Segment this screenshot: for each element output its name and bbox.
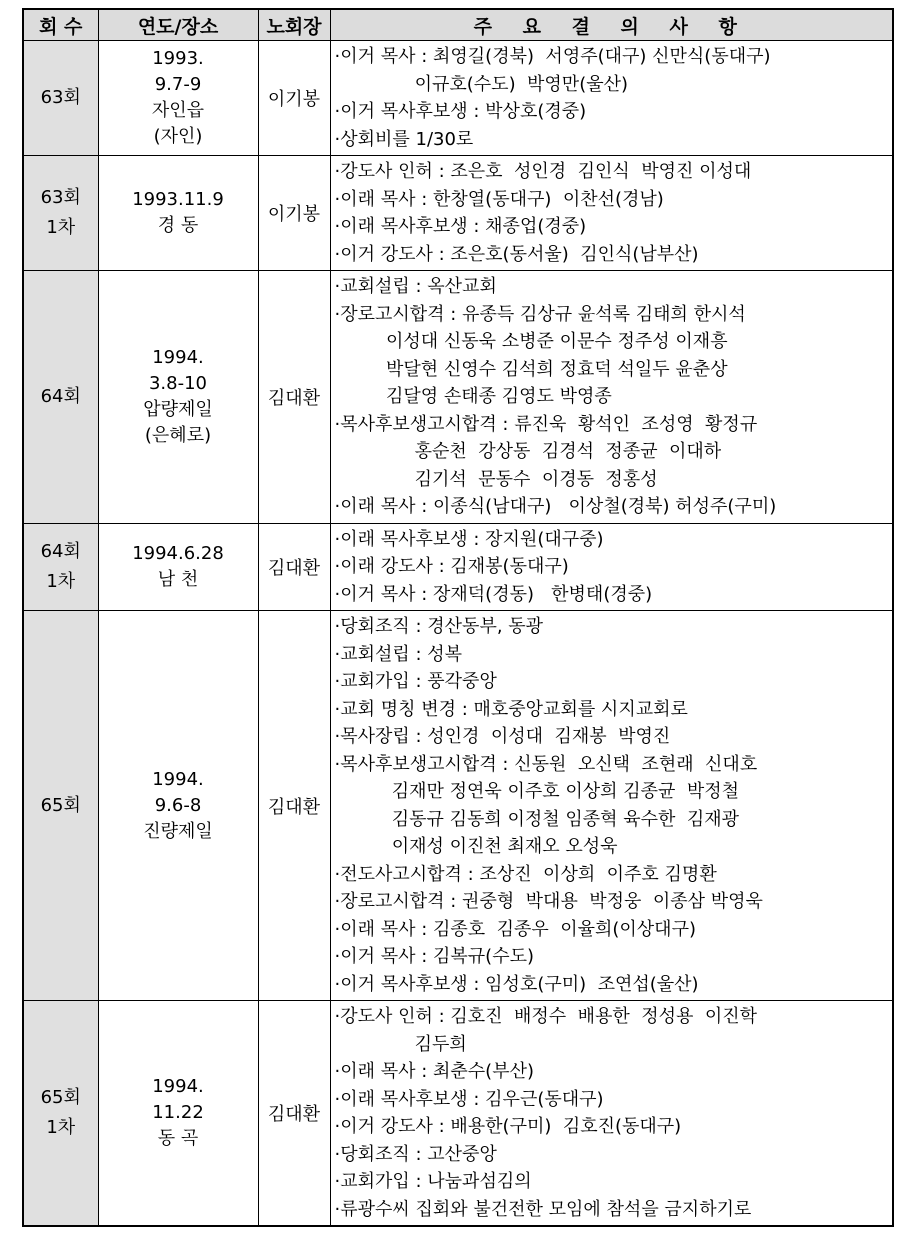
resolution-line: 박달현 신영수 김석희 정효덕 석일두 윤춘상 [334, 358, 728, 380]
session-line: 65회 [40, 1087, 81, 1108]
resolutions-cell [330, 41, 893, 156]
date-place-line: 1994. [152, 1076, 204, 1097]
date-place-line: 진량제일 [143, 820, 213, 842]
table-row [23, 156, 893, 271]
resolution-line: ·교회 명칭 변경 : 매호중앙교회를 시지교회로 [334, 698, 688, 720]
resolution-line: ·당회조직 : 고산중앙 [334, 1143, 497, 1165]
resolution-line: ·이거 목사 : 장재덕(경동) 한병태(경중) [334, 583, 653, 605]
header-resolutions: 주 요 결 의 사 항 [330, 9, 893, 41]
resolutions-cell [330, 271, 893, 524]
resolution-line: ·이래 목사후보생 : 장지원(대구중) [334, 528, 604, 550]
resolutions-cell [330, 156, 893, 271]
date-place-line: 압량제일 [143, 398, 213, 420]
resolution-line: ·이래 목사 : 이종식(남대구) 이상철(경북) 허성주(구미) [334, 496, 777, 517]
table-body [23, 41, 893, 1227]
date-place-line: 1994. [152, 346, 204, 368]
date-place-line: 1994.6.28 [132, 542, 224, 564]
resolution-line: ·이거 강도사 : 조은호(동서울) 김인식(남부산) [334, 243, 699, 265]
date-place-line: 1994. [152, 768, 204, 790]
date-place-line: 3.8-10 [148, 372, 208, 394]
date-place-line: 남 천 [157, 568, 199, 590]
resolution-line: ·상회비를 1/30로 [334, 128, 474, 150]
resolution-line: ·이거 목사 : 김복규(수도) [334, 946, 534, 967]
resolution-line: ·이래 강도사 : 김재봉(동대구) [334, 556, 569, 577]
resolution-line: ·이래 목사후보생 : 김우근(동대구) [334, 1088, 604, 1110]
resolution-table-document [22, 8, 894, 1227]
session-cell [23, 523, 98, 611]
resolution-line: ·이래 목사후보생 : 채종업(경중) [334, 216, 587, 237]
date-place-line: 자인읍 [151, 100, 205, 121]
date-place-line: 11.22 [152, 1102, 204, 1123]
resolution-line: ·이거 목사후보생 : 임성호(구미) 조연섭(울산) [334, 973, 699, 995]
moderator-cell: 김대환 [258, 1001, 330, 1227]
resolution-line: ·이거 강도사 : 배용한(구미) 김호진(동대구) [334, 1116, 682, 1137]
session-cell [23, 271, 98, 524]
resolution-line: ·류광수씨 집회와 불건전한 모임에 참석을 금지하기로 [334, 1198, 752, 1220]
resolution-line: ·이래 목사 : 김종호 김종우 이율희(이상대구) [334, 918, 696, 940]
resolution-line: 김달영 손태종 김영도 박영종 [334, 386, 612, 407]
table-row [23, 611, 893, 1001]
resolution-line: ·이거 목사후보생 : 박상호(경중) [334, 101, 587, 122]
resolution-line: 이재성 이진천 최재오 오성욱 [334, 836, 618, 857]
session-line: 1차 [46, 570, 76, 592]
date-place-line: 1993.11.9 [132, 189, 224, 210]
resolutions-cell [330, 611, 893, 1001]
resolution-line: ·강도사 인허 : 김호진 배정수 배용한 정성용 이진학 [334, 1006, 757, 1027]
moderator-cell: 이기봉 [258, 156, 330, 271]
date-place-line: (자인) [153, 126, 203, 147]
resolution-line: ·강도사 인허 : 조은호 성인경 김인식 박영진 이성대 [334, 161, 752, 182]
date-place-line: 9.7-9 [154, 74, 202, 95]
header-moderator: 노회장 [258, 9, 330, 41]
session-cell [23, 611, 98, 1001]
resolution-line: ·장로고시합격 : 유종득 김상규 윤석록 김태희 한시석 [334, 303, 746, 325]
date-place-cell [98, 1001, 258, 1227]
resolution-line: 김두희 [334, 1033, 467, 1055]
date-place-line: 경 동 [157, 215, 199, 236]
resolution-line: 김기석 문동수 이경동 정홍성 [334, 468, 658, 490]
resolution-line: 김동규 김동희 이정철 임종혁 육수한 김재광 [334, 808, 740, 830]
session-cell [23, 1001, 98, 1227]
date-place-line: 동 곡 [157, 1128, 199, 1149]
resolutions-cell [330, 523, 893, 611]
date-place-cell [98, 523, 258, 611]
session-cell [23, 156, 98, 271]
resolution-line: ·교회설립 : 옥산교회 [334, 276, 497, 297]
resolution-line: ·교회가입 : 나눔과섬김의 [334, 1171, 532, 1192]
moderator-cell: 김대환 [258, 523, 330, 611]
resolution-line: ·목사후보생고시합격 : 신동원 오신택 조현래 신대호 [334, 753, 758, 775]
session-line: 64회 [40, 385, 81, 407]
session-line: 64회 [40, 540, 81, 562]
resolution-line: ·이거 목사 : 최영길(경북) 서영주(대구) 신만식(동대구) [334, 46, 771, 67]
session-line: 1차 [46, 217, 76, 238]
resolution-line: ·교회가입 : 풍각중앙 [334, 671, 497, 692]
date-place-cell [98, 156, 258, 271]
table-row [23, 41, 893, 156]
resolution-line: ·목사장립 : 성인경 이성대 김재봉 박영진 [334, 726, 671, 747]
moderator-cell: 김대환 [258, 611, 330, 1001]
resolution-line: 김재만 정연욱 이주호 이상희 김종균 박정철 [334, 781, 740, 802]
resolution-line: 이성대 신동욱 소병준 이문수 정주성 이재흥 [334, 331, 728, 352]
session-line: 63회 [40, 87, 81, 108]
date-place-line: 1993. [152, 48, 204, 69]
moderator-cell: 이기봉 [258, 41, 330, 156]
resolution-line: 이규호(수도) 박영만(울산) [334, 73, 629, 95]
resolution-line: 홍순천 강상동 김경석 정종균 이대하 [334, 441, 722, 462]
resolution-line: ·목사후보생고시합격 : 류진욱 황석인 조성영 황정규 [334, 413, 758, 435]
table-row [23, 523, 893, 611]
moderator-cell: 김대환 [258, 271, 330, 524]
resolution-line: ·교회설립 : 성복 [334, 643, 463, 665]
header-row [23, 9, 893, 41]
resolutions-cell [330, 1001, 893, 1227]
date-place-cell [98, 41, 258, 156]
table-row [23, 271, 893, 524]
date-place-cell [98, 611, 258, 1001]
session-line: 1차 [46, 1117, 76, 1138]
resolution-table [22, 8, 894, 1227]
header-session: 회 수 [23, 9, 98, 41]
resolution-line: ·이래 목사 : 최춘수(부산) [334, 1061, 534, 1082]
session-line: 65회 [40, 794, 81, 816]
date-place-line: 9.6-8 [154, 794, 202, 816]
session-cell [23, 41, 98, 156]
table-row [23, 1001, 893, 1227]
resolution-line: ·당회조직 : 경산동부, 동광 [334, 616, 544, 637]
resolution-line: ·장로고시합격 : 권중형 박대용 박정웅 이종삼 박영욱 [334, 891, 763, 912]
date-place-cell [98, 271, 258, 524]
resolution-line: ·전도사고시합격 : 조상진 이상희 이주호 김명환 [334, 863, 717, 885]
date-place-line: (은혜로) [144, 424, 212, 446]
resolution-line: ·이래 목사 : 한창열(동대구) 이찬선(경남) [334, 188, 664, 210]
header-date-place: 연도/장소 [98, 9, 258, 41]
session-line: 63회 [40, 187, 81, 208]
